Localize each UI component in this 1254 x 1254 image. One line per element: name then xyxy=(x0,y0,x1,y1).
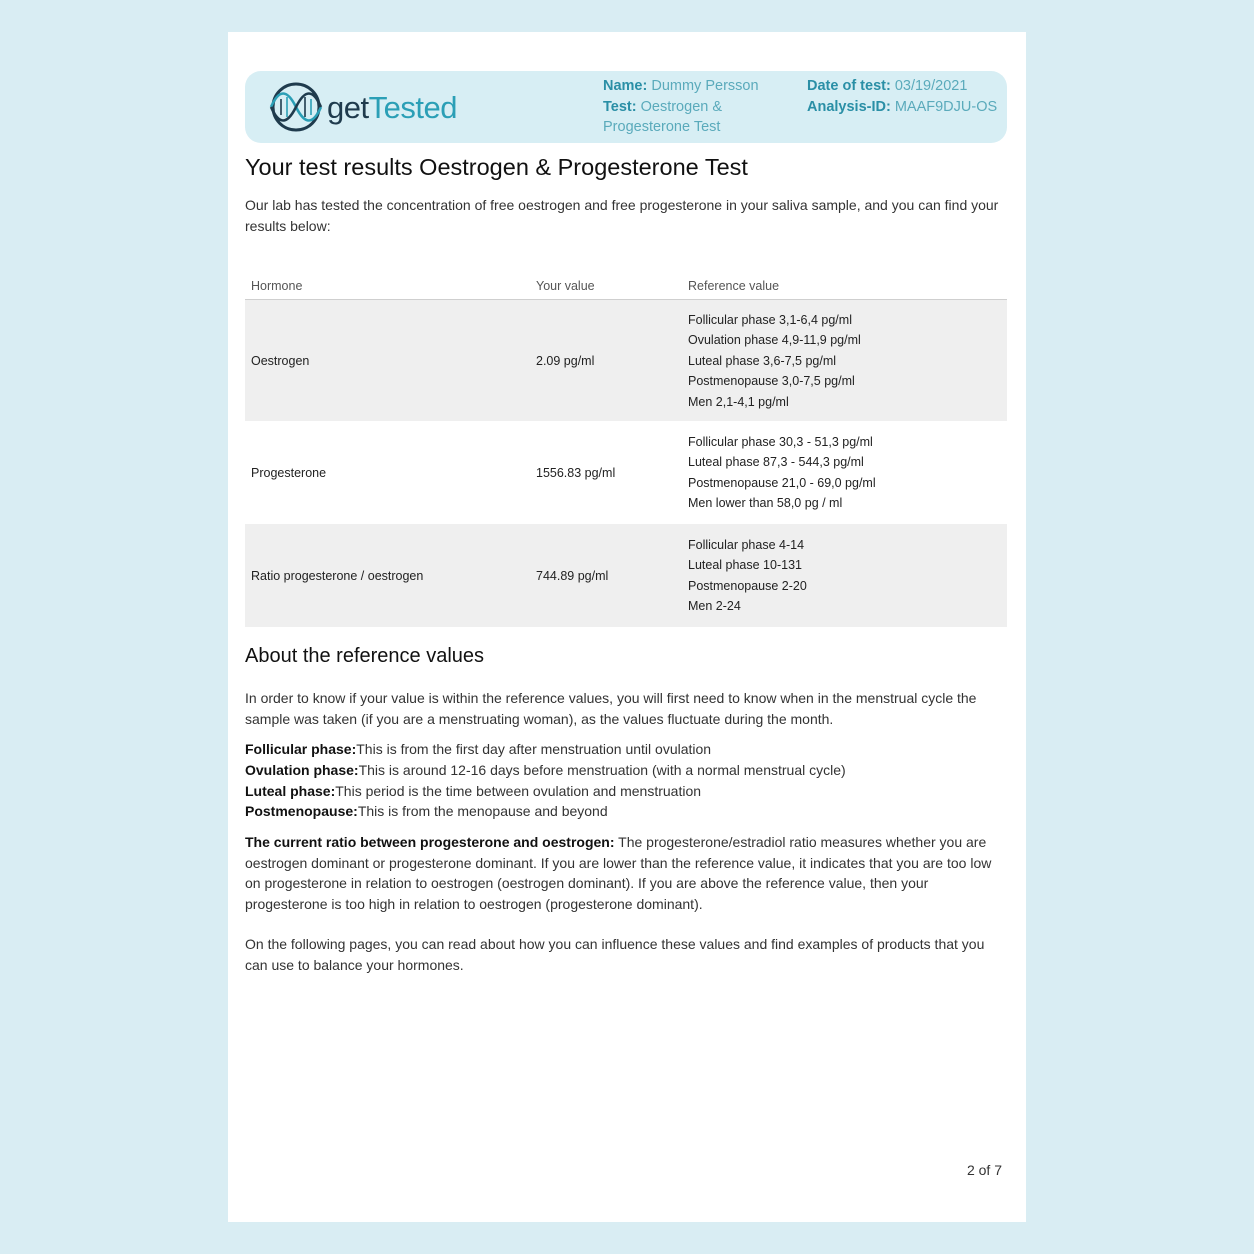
phase-label: Postmenopause: xyxy=(245,803,358,820)
reference-item: Men 2-24 xyxy=(688,599,741,613)
reference-item: Postmenopause 3,0-7,5 pg/ml xyxy=(688,373,855,388)
phase-text: This is from the menopause and beyond xyxy=(357,803,608,820)
reference-item: Follicular phase 30,3 - 51,3 pg/ml xyxy=(688,434,873,449)
table-row xyxy=(245,421,1007,524)
intro-text: Our lab has tested the concentration of free oestrogen and free progesterone in your saliva sample, and you can find your results below: xyxy=(245,197,999,234)
ratio-text: The progesterone/estradiol ratio measures whether you are oestrogen dominant or progesterone dominant. If you are lower than the reference value, it indicates that you are too low on progesterone in relation to oestrogen (oestrogen dominant). If you are above the reference value, then your progesterone is too high in relation to oestrogen (progesterone dominant). xyxy=(245,834,992,912)
page-number: 2 of 7 xyxy=(966,1162,1002,1178)
phase-label: Luteal phase: xyxy=(245,782,336,799)
phase-item xyxy=(245,760,1007,781)
phase-label: Follicular phase: xyxy=(245,741,357,757)
dna-globe-icon xyxy=(269,81,323,133)
test-line xyxy=(603,97,793,138)
test-meta xyxy=(807,76,1007,117)
report-page xyxy=(228,32,1026,1222)
test-value: Oestrogen & Progesterone Test xyxy=(603,98,723,135)
reference-item: Follicular phase 4-14 xyxy=(688,537,805,552)
ratio-label: The current ratio between progesterone and oestrogen: xyxy=(245,834,615,850)
analysis-line xyxy=(807,97,1007,118)
reference-item: Men 2,1-4,1 pg/ml xyxy=(688,394,789,409)
results-table xyxy=(245,277,1007,627)
reference-item: Postmenopause 2-20 xyxy=(688,578,807,593)
logo-tested: Tested xyxy=(368,89,457,125)
name-label: Name: xyxy=(603,78,648,94)
date-label: Date of test: xyxy=(807,78,891,94)
following-pages-paragraph: On the following pages, you can read about how you can influence these values and find examples of products that you can use to balance your hormones. xyxy=(245,936,985,973)
table-header xyxy=(245,277,1007,300)
reference-item: Luteal phase 3,6-7,5 pg/ml xyxy=(688,353,837,368)
logo-wordmark xyxy=(327,89,457,125)
gettested-logo xyxy=(269,81,457,133)
table-row xyxy=(245,300,1007,421)
hormone-cell: Oestrogen xyxy=(251,353,310,368)
reference-list xyxy=(688,432,876,514)
reference-list xyxy=(688,535,807,617)
analysis-value: MAAF9DJU-OS xyxy=(894,98,998,115)
section-heading: About the reference values xyxy=(245,645,485,667)
phase-definitions xyxy=(245,739,1007,822)
reference-item: Luteal phase 87,3 - 544,3 pg/ml xyxy=(688,455,864,469)
table-row xyxy=(245,524,1007,627)
reference-item: Men lower than 58,0 pg / ml xyxy=(688,496,843,510)
header-reference-value: Reference value xyxy=(688,279,780,293)
reference-item: Postmenopause 21,0 - 69,0 pg/ml xyxy=(688,475,876,490)
phase-item xyxy=(245,801,1007,822)
date-line xyxy=(807,76,1007,97)
phase-text: This is from the first day after menstruation until ovulation xyxy=(356,741,712,757)
value-cell: 744.89 pg/ml xyxy=(536,568,609,583)
reference-item: Luteal phase 10-131 xyxy=(688,558,802,572)
phase-text: This is around 12-16 days before menstruation (with a normal menstrual cycle) xyxy=(358,761,846,778)
report-header xyxy=(245,71,1007,143)
date-value: 03/19/2021 xyxy=(894,78,968,94)
about-paragraph: In order to know if your value is within the reference values, you will first need to know when in the menstrual cycle the sample was taken (if you are a menstruating woman), as the values fluctuate during the month. xyxy=(245,690,977,727)
name-line xyxy=(603,76,793,97)
test-label: Test: xyxy=(603,98,637,115)
logo-get: get xyxy=(327,89,369,125)
phase-text: This period is the time between ovulation and menstruation xyxy=(335,782,702,799)
name-value: Dummy Persson xyxy=(651,78,759,94)
phase-item xyxy=(245,781,1007,802)
reference-list xyxy=(688,309,861,412)
hormone-cell: Ratio progesterone / oestrogen xyxy=(251,568,424,583)
patient-meta xyxy=(603,76,793,138)
header-hormone: Hormone xyxy=(251,279,303,293)
analysis-label: Analysis-ID: xyxy=(807,98,891,115)
phase-label: Ovulation phase: xyxy=(245,761,359,778)
ratio-paragraph xyxy=(245,832,1007,914)
reference-item: Ovulation phase 4,9-11,9 pg/ml xyxy=(688,332,861,347)
hormone-cell: Progesterone xyxy=(251,465,327,480)
reference-item: Follicular phase 3,1-6,4 pg/ml xyxy=(688,312,852,327)
header-your-value: Your value xyxy=(536,279,595,293)
page-title: Your test results Oestrogen & Progesterone Test xyxy=(245,154,748,180)
value-cell: 2.09 pg/ml xyxy=(536,353,595,368)
phase-item xyxy=(245,739,1007,760)
value-cell: 1556.83 pg/ml xyxy=(536,465,616,480)
